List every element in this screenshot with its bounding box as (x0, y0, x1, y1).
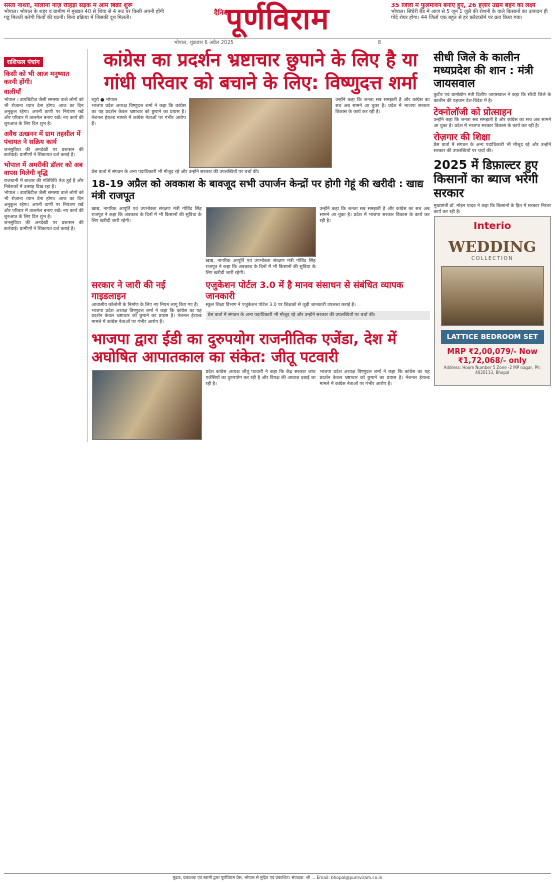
sub1-photo (206, 207, 316, 257)
top-left-body: भोपाल। भोपाल के शहर व ग्रामीण में मुख्यत 40 से शिवा से 4 रूट पर किसी अपनी होंगी गड्ड मिलती करेगी फिर्यों की घटनी। बिना प्रक्रिया में जिसकी दूध मिलती। (4, 9, 164, 22)
sub4-text-2: भाजपा प्रदेश अध्यक्ष विष्णुदत्त शर्मा ने कहा कि कांग्रेस का यह प्रदर्शन केवल भ्रष्टाचार को छुपाने का प्रयास है। नेशनल हेराल्ड मामले में कांग्रेस नेताओं पर गंभीर आरोप हैं। (319, 370, 430, 388)
sub1-headline: 18-19 अप्रैल को अवकाश के बावजूद सभी उपार्जन केन्द्रों पर होगी गेहूं की खरीदी : खाद्य मंत्री राजपूत (91, 178, 424, 203)
ad-product: LATTICE BEDROOM SET (441, 330, 544, 344)
left-text-1-repeat: भोपाल । डायबिटीज़ जैसी समस्या वाले लोगों को भी रोज़ाना ध्यान देना होगा। आज का दिन अनुकूल रहेगा। अपनी वाणी पर नियंत्रण रखें और परिवार में तालमेल बनाए रखें। नए कार्य की शुरुआत के लिए दिन शुभ है। (4, 191, 84, 220)
ad-collection: COLLECTION (471, 256, 514, 263)
top-right-body: भोपाल। सिंघेरी बैंड में आज से 5 जून 1 जुलै की रोशनी के वाले किसानों का उत्पादन ही गोदे शेयर होगा। 44 जिलों एक बहुत से हर फ़्लैटफ़ॉर्म पर क्रय किया गया। (391, 9, 548, 22)
ad-price: MRP ₹2,00,079/- Now ₹1,72,068/- only (447, 347, 538, 366)
masthead-title: पूर्णविराम (225, 2, 330, 37)
lead-headline: कांग्रेस का प्रदर्शन भ्रष्टाचार छुपाने के लिए है या गांधी परिवार को बचाने के लिए: विष्णुदत्त शर्मा (103, 50, 418, 94)
left-text-2: जनसुविधा की अनदेखी पर प्रशासन की कार्रवाई। ग्रामीणों ने शिकायत दर्ज कराई है। (4, 147, 84, 159)
right-mid-headline: 2025 में डिफ़ाल्टर हुए किसानों का ब्याज भरेगी सरकार (433, 158, 539, 201)
sub4-grid (92, 370, 430, 442)
ad-bedroom-image (441, 266, 544, 326)
top-right-news (391, 3, 551, 38)
lead-text-a: भाजपा प्रदेश अध्यक्ष विष्णुदत्त शर्मा ने कहा कि कांग्रेस का यह प्रदर्शन केवल भ्रष्टाचार को छुपाने का प्रयास है। नेशनल हेराल्ड मामले में कांग्रेस नेताओं पर गंभीर आरोप हैं। (91, 103, 186, 127)
sub2-text-b: भाजपा प्रदेश अध्यक्ष विष्णुदत्त शर्मा ने कहा कि कांग्रेस का यह प्रदर्शन केवल भ्रष्टाचार को छुपाने का प्रयास है। नेशनल हेराल्ड मामले में कांग्रेस नेताओं पर गंभीर आरोप हैं। (91, 308, 202, 326)
sub2-headline: सरकार ने जारी की नई गाइडलाइन (91, 280, 166, 302)
left-text-3: राजधानी में बाज़ार की गतिविधि तेज़ हुई है और निवेशकों में उत्साह दिख रहा है। (4, 179, 84, 191)
sub1-text-3: उन्होंने कहा कि जनता सब समझती है और कांग्रेस का सच अब सामने आ चुका है। प्रदेश में भाजपा सरकार विकास के कार्य कर रही है। (319, 206, 430, 224)
sub1-text: खाद्य, नागरिक आपूर्ति एवं उपभोक्ता संरक्षण मंत्री गोविंद सिंह राजपूत ने कहा कि अवकाश के दिनों में भी किसानों की सुविधा के लिए खरीदी जारी रहेगी। (91, 206, 202, 224)
columns (4, 49, 551, 442)
ad-title: WEDDING (448, 238, 537, 257)
date-text: भोपाल, शुक्रवार 6 अप्रैल 2025 (174, 40, 234, 46)
page-number: 8 (377, 40, 381, 46)
ad-brand: Interio (473, 221, 512, 233)
right-text-3: प्रेस वार्ता में संगठन के अन्य पदाधिकारी भी मौजूद रहे और उन्होंने सरकार की उपलब्धियों पर चर्चा की। (433, 142, 551, 154)
right-head-2: टेक्नोलॉजी को प्रोत्साहन (433, 107, 512, 118)
right-column (434, 49, 551, 442)
lead-text-b: उन्होंने कहा कि जनता सब समझती है और कांग्रेस का सच अब सामने आ चुका है। प्रदेश में भाजपा सरकार विकास के कार्य कर रही है। (335, 98, 430, 115)
top-strip (4, 3, 551, 39)
left-column (4, 49, 88, 442)
dateline (4, 39, 551, 47)
interio-ad[interactable] (434, 216, 551, 386)
left-intro: किसी को भी आज मनुष्यात करनी होंगी। (4, 70, 70, 86)
lead-photo-row (92, 98, 430, 168)
top-left-news (4, 3, 164, 38)
sub4-text: प्रदेश कांग्रेस अध्यक्ष जीतू पटवारी ने कहा कि केंद्र सरकार जांच एजेंसियों का दुरुपयोग कर रही है और विपक्ष की आवाज़ दबाई जा रही है। (205, 370, 316, 388)
sub4-photo (92, 370, 202, 440)
sub-grid-2 (92, 281, 430, 327)
top-right-headline: 35 जिलों में फुलमावन बनाए हुए, 26 हज़ार उद्यम बहने का लक्ष्य (391, 3, 536, 9)
right-mid-text: मुख्यमंत्री डॉ. मोहन यादव ने कहा कि किसानों के हित में सरकार निरंतर कार्य कर रही है। (433, 204, 551, 216)
left-text-2-repeat: जनसुविधा की अनदेखी पर प्रशासन की कार्रवाई। ग्रामीणों ने शिकायत दर्ज कराई है। (4, 220, 84, 232)
top-left-headline: सस्ता नाश्ता, मौलाना नाज़ रोहिड़ा सड़क में आम बिक्री शुरू (4, 3, 133, 9)
right-headline: सीधी जिले के कालीन मध्यप्रदेश की शान : मंत्री जायसवाल (433, 51, 534, 90)
lead-photo (189, 98, 332, 168)
sub1-grid (92, 207, 430, 277)
sub3-box: प्रेस वार्ता में संगठन के अन्य पदाधिकारी भी मौजूद रहे और उन्होंने सरकार की उपलब्धियों पर चर्चा की। (206, 311, 430, 321)
lead-text-c: प्रेस वार्ता में संगठन के अन्य पदाधिकारी भी मौजूद रहे और उन्होंने सरकार की उपलब्धियों पर चर्चा की। (91, 170, 260, 175)
sub3-text: स्कूल शिक्षा विभाग ने एजुकेशन पोर्टल 3.0 पर शिक्षकों से जुड़ी जानकारी उपलब्ध कराई है। (205, 302, 356, 308)
right-head-3: रोज़गार की शिक्षा (433, 132, 491, 143)
left-text-1: भोपाल । डायबिटीज़ जैसी समस्या वाले लोगों को भी रोज़ाना ध्यान देना होगा। आज का दिन अनुकूल रहेगा। अपनी वाणी पर नियंत्रण रखें और परिवार में तालमेल बनाए रखें। नए कार्य की शुरुआत के लिए दिन शुभ है। (4, 98, 84, 127)
ad-address: Address: Hoom Number 5 Zone -2 MP nagar, Ph: 4020113, Bhopal (443, 365, 541, 376)
left-head-3: भोपाल में अमरीकी डॉलर को अब वापस मिलेगी वृद्धि (4, 161, 83, 178)
lead-byline: ब्यूरो ● भोपाल (91, 98, 118, 103)
sub1-text-2: खाद्य, नागरिक आपूर्ति एवं उपभोक्ता संरक्षण मंत्री गोविंद सिंह राजपूत ने कहा कि अवकाश के दिनों में भी किसानों की सुविधा के लिए खरीदी जारी रहेगी। (205, 258, 316, 276)
left-badge: राशिफल पंचांग (4, 57, 43, 67)
masthead-prefix: दैनिक (214, 9, 229, 17)
footer: मुद्रक, प्रकाशक एवं स्वामी द्वारा पूर्णविराम प्रेस, भोपाल से मुद्रित एवं प्रकाशित। संपादक: श्री ... Email: bhopal@purnviram.co.in (4, 873, 551, 880)
sub4-headline: भाजपा द्वारा ईडी का दुरुपयोग राजनीतिक एजेंडा, देश में अघोषित आपातकाल का संकेत: जीतू पटवारी (91, 330, 397, 367)
main-column (92, 49, 430, 442)
sub3-headline: एजुकेशन पोर्टल 3.0 में है मानव संसाधन से संबंधित व्यापक जानकारी (205, 280, 404, 302)
left-head-1: वालीयाँ (4, 88, 21, 96)
sub2-text: आवासीय कॉलोनी के निर्माण के लिए नए नियम लागू किए गए हैं। (91, 302, 199, 308)
right-text: कुटीर एवं ग्रामोद्योग मंत्री दिलीप जायसवाल ने कहा कि सीधी जिले के कालीन की पहचान देश-विदेश में है। (433, 93, 551, 104)
left-head-2: अवैध उत्खनन में ग्राम तहसील में पंचायत ने सक्रिय कार्य (4, 129, 81, 146)
masthead (168, 3, 387, 38)
right-text-2: उन्होंने कहा कि जनता सब समझती है और कांग्रेस का सच अब सामने आ चुका है। प्रदेश में भाजपा सरकार विकास के कार्य कर रही है। (433, 117, 551, 129)
